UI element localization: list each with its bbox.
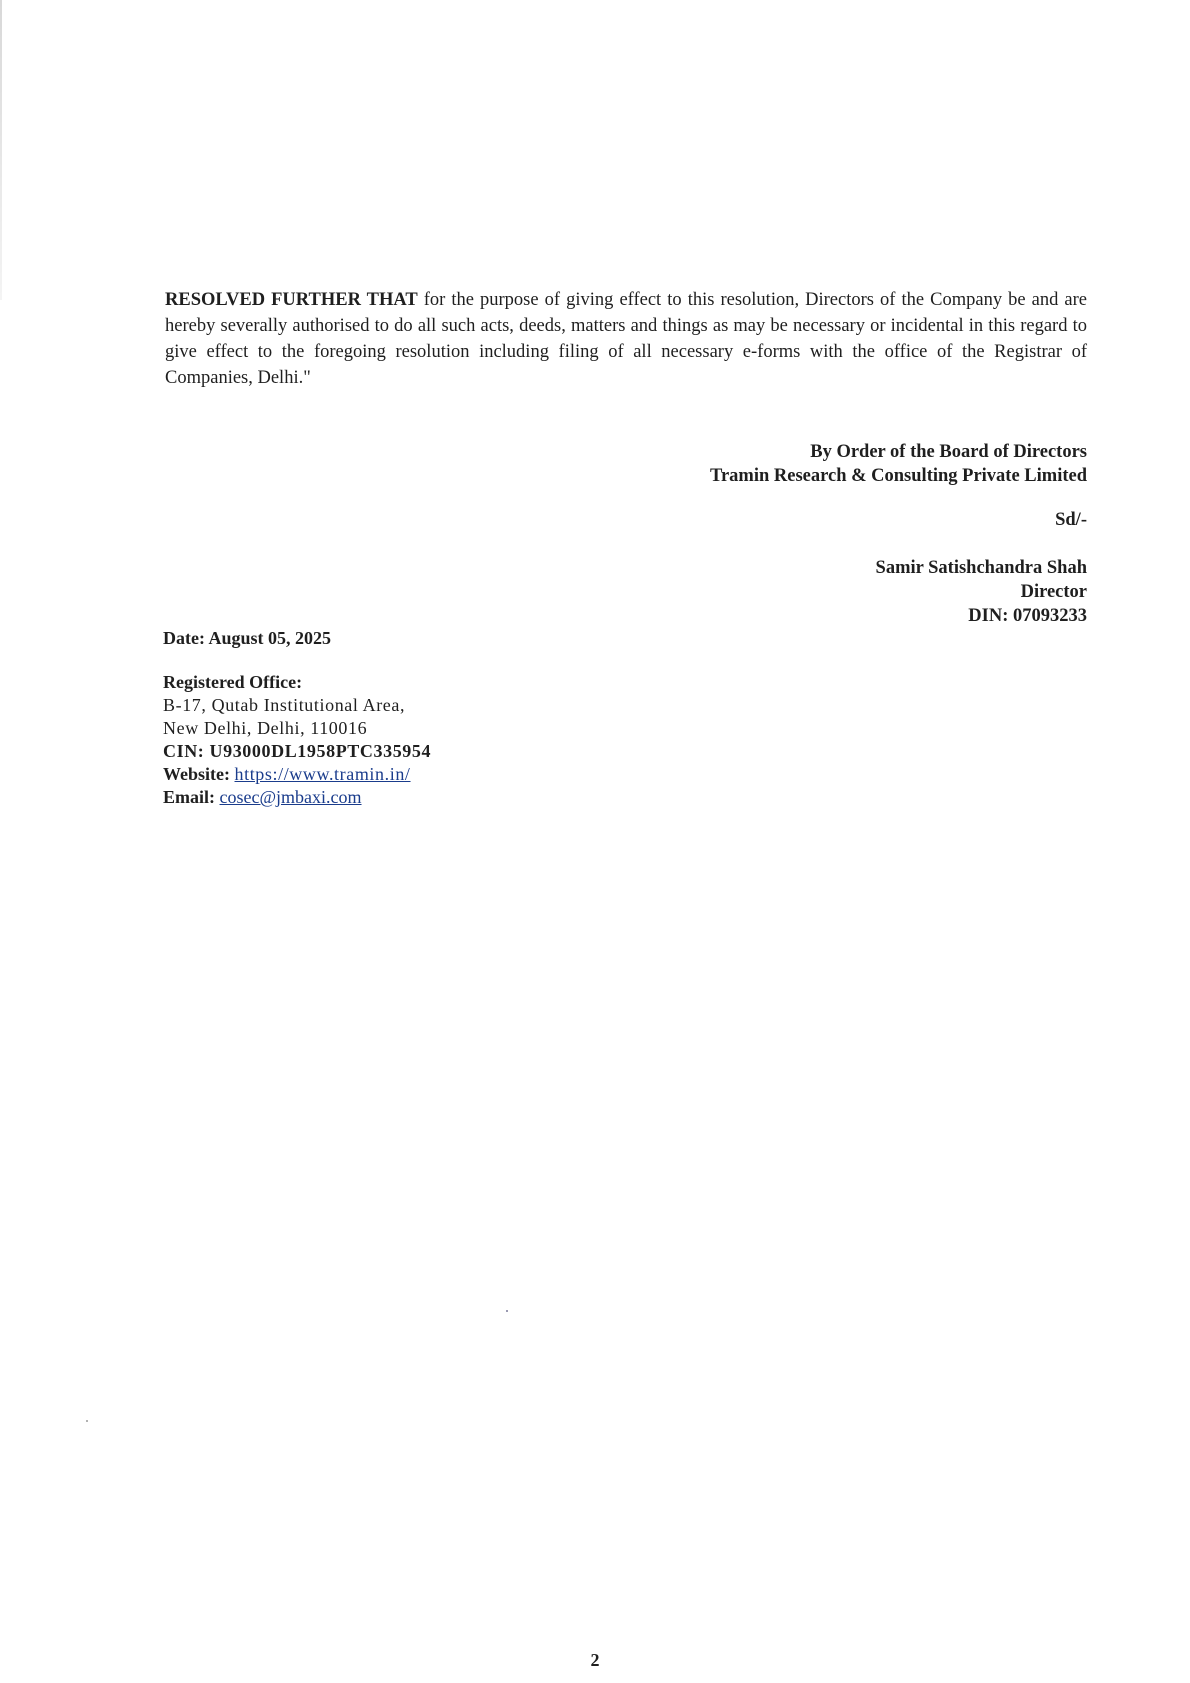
signature-block <box>710 440 1087 628</box>
address-line-1: B-17, Qutab Institutional Area, <box>163 695 406 715</box>
signatory-din: DIN: 07093233 <box>968 606 1087 626</box>
notice-date: Date: August 05, 2025 <box>163 628 332 648</box>
company-name: Tramin Research & Consulting Private Limited <box>710 466 1087 486</box>
signed-mark: Sd/- <box>1055 510 1087 530</box>
email-label: Email: <box>163 787 215 807</box>
email-row <box>163 786 431 809</box>
by-order-line: By Order of the Board of Directors <box>810 442 1087 462</box>
signatory-name: Samir Satishchandra Shah <box>875 558 1087 578</box>
email-link[interactable]: cosec@jmbaxi.com <box>219 787 362 807</box>
scan-edge-shadow <box>0 0 2 300</box>
scan-speck <box>86 1420 88 1422</box>
registered-office-label: Registered Office: <box>163 672 303 692</box>
signatory-designation: Director <box>1020 582 1087 602</box>
resolution-paragraph <box>165 287 1087 391</box>
website-row <box>163 763 431 786</box>
address-line-2: New Delhi, Delhi, 110016 <box>163 718 368 738</box>
resolution-lead: RESOLVED FURTHER THAT <box>165 290 418 310</box>
page-number: 2 <box>590 1650 600 1670</box>
cin-number: CIN: U93000DL1958PTC335954 <box>163 741 432 761</box>
resolution-text: for the purpose of giving effect to this resolution, Directors of the Company be and are hereby severally authorised to do all such acts, deeds, matters and things as may be necessary or incidental in this regard to give effect to the foregoing resolution including filing of all necessary e-forms with the office of the Registrar of Companies, Delhi." <box>165 290 1087 388</box>
website-label: Website: <box>163 764 230 784</box>
scan-speck <box>506 1310 508 1312</box>
footer-block <box>163 627 431 809</box>
website-link[interactable]: https://www.tramin.in/ <box>234 764 411 784</box>
